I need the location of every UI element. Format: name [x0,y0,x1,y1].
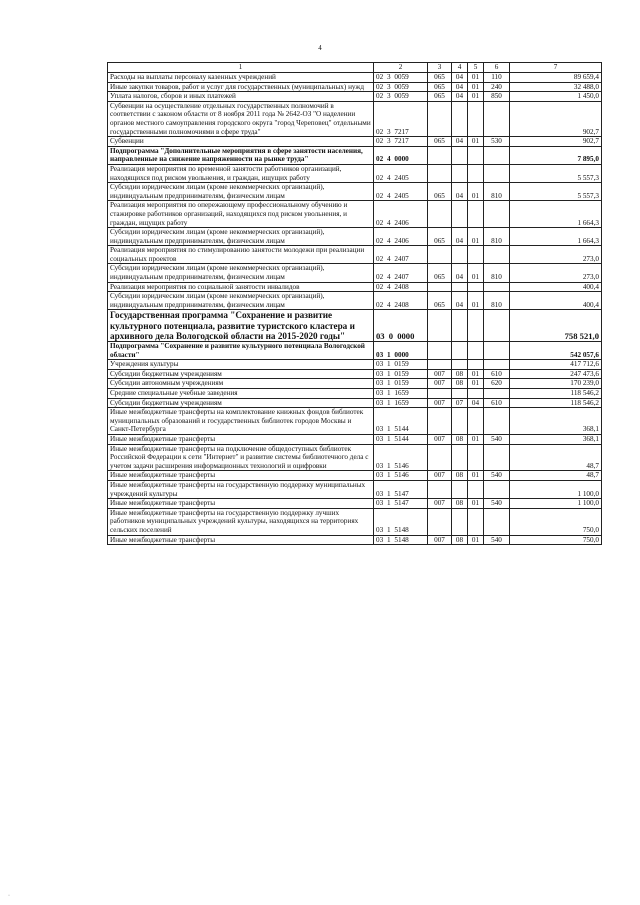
row-name: Средние специальные учебные заведения [108,389,374,399]
row-col3 [428,310,452,342]
table-row [108,360,602,370]
row-col5 [468,508,484,535]
row-col4: 08 [452,535,468,545]
row-col6: 540 [484,434,510,444]
row-name: Иные межбюджетные трансферты [108,471,374,481]
row-col3: 065 [428,73,452,83]
row-col3: 065 [428,264,452,282]
row-code: 02 4 2405 [374,183,428,201]
row-name: Реализация мероприятия по стимулированию занятости молодежи при реализации социальных проектов [108,246,374,264]
table-row [108,264,602,282]
row-col4 [452,164,468,182]
row-name: Реализация мероприятия по опережающему профессиональному обучению и стажировке работников организаций, находящихся под риском увольнения, и граждан, ищущих работу [108,201,374,228]
table-row [108,82,602,92]
row-col4: 08 [452,471,468,481]
row-name: Субсидии юридическим лицам (кроме некоммерческих организаций), индивидуальным предпринимателям, физическим лицам [108,228,374,246]
row-col5: 01 [468,264,484,282]
row-name: Иные межбюджетные трансферты на государственную поддержку муниципальных учреждений культуры [108,480,374,498]
row-amount: 7 895,0 [510,146,602,164]
table-row [108,282,602,292]
row-col5: 01 [468,499,484,509]
row-code: 03 1 5148 [374,535,428,545]
row-code: 03 1 5144 [374,434,428,444]
row-name: Субвенции [108,137,374,147]
row-col3 [428,444,452,471]
row-col4: 04 [452,292,468,310]
row-col3: 007 [428,499,452,509]
row-col6 [484,146,510,164]
row-col5 [468,342,484,360]
row-col5 [468,246,484,264]
row-code: 03 1 5148 [374,508,428,535]
row-code: 02 3 0059 [374,73,428,83]
row-code: 02 4 2405 [374,164,428,182]
row-code: 03 0 0000 [374,310,428,342]
row-code: 03 1 0159 [374,360,428,370]
table-row [108,164,602,182]
row-col5: 01 [468,73,484,83]
row-col4 [452,444,468,471]
table-row [108,480,602,498]
row-code: 02 4 2408 [374,292,428,310]
row-amount: 273,0 [510,246,602,264]
row-amount: 32 488,0 [510,82,602,92]
budget-table [107,62,602,545]
row-name: Субсидии бюджетным учреждениям [108,398,374,408]
row-col6 [484,282,510,292]
row-name: Иные межбюджетные трансферты на государственную поддержку лучших работников муниципальных учреждений культуры, находящихся на территориях сельских поселений [108,508,374,535]
row-col5: 01 [468,228,484,246]
row-col6 [484,444,510,471]
row-code: 02 4 2406 [374,201,428,228]
row-col3: 007 [428,398,452,408]
row-code: 02 4 2406 [374,228,428,246]
row-col6 [484,101,510,136]
row-col4 [452,310,468,342]
row-amount: 5 557,3 [510,164,602,182]
row-col5: 01 [468,82,484,92]
row-code: 02 3 0059 [374,82,428,92]
row-amount: 400,4 [510,292,602,310]
row-col5 [468,101,484,136]
row-amount: 89 659,4 [510,73,602,83]
row-col3 [428,508,452,535]
table-row [108,310,602,342]
row-col4 [452,246,468,264]
row-amount: 902,7 [510,137,602,147]
row-name: Субсидии автономным учреждениям [108,379,374,389]
row-name: Иные межбюджетные трансферты [108,499,374,509]
row-col3: 007 [428,434,452,444]
row-name: Подпрограмма "Сохранение и развитие культурного потенциала Вологодской области" [108,342,374,360]
table-row [108,292,602,310]
row-col5 [468,282,484,292]
row-col4: 08 [452,434,468,444]
row-col6: 620 [484,379,510,389]
row-col5 [468,201,484,228]
row-amount: 1 450,0 [510,92,602,102]
row-col4 [452,408,468,435]
row-amount: 48,7 [510,471,602,481]
row-amount: 247 473,6 [510,369,602,379]
row-col4 [452,360,468,370]
row-col3 [428,360,452,370]
row-col6: 610 [484,369,510,379]
header-cell: 7 [510,63,602,73]
row-col3 [428,282,452,292]
row-col3 [428,342,452,360]
row-col5 [468,360,484,370]
row-name: Субсидии юридическим лицам (кроме некоммерческих организаций), индивидуальным предпринимателям, физическим лицам [108,264,374,282]
row-col5: 01 [468,292,484,310]
table-row [108,92,602,102]
table-row [108,201,602,228]
row-col3: 007 [428,369,452,379]
table-row [108,183,602,201]
row-code: 03 1 0000 [374,342,428,360]
row-col3: 007 [428,379,452,389]
row-code: 03 1 0159 [374,369,428,379]
row-amount: 1 100,0 [510,499,602,509]
table-row [108,73,602,83]
row-name: Субсидии юридическим лицам (кроме некоммерческих организаций), индивидуальным предпринимателям, физическим лицам [108,183,374,201]
table-row [108,228,602,246]
row-col6: 530 [484,137,510,147]
scan-edge-mark: · [8,893,10,899]
row-code: 02 4 0000 [374,146,428,164]
row-code: 03 1 5147 [374,499,428,509]
table-row [108,408,602,435]
row-name: Иные межбюджетные трансферты [108,535,374,545]
header-cell: 1 [108,63,374,73]
row-name: Учреждения культуры [108,360,374,370]
header-cell: 4 [452,63,468,73]
table-row [108,535,602,545]
row-name: Субвенции на осуществление отдельных государственных полномочий в соответствии с законом области от 8 ноября 2011 года № 2642-ОЗ "О наделении органов местного самоуправления городского округа "город Череповец" отдельными государственными полномочиями в сфере труда" [108,101,374,136]
header-cell: 2 [374,63,428,73]
row-col3: 065 [428,183,452,201]
row-amount: 118 546,2 [510,398,602,408]
row-name: Субсидии юридическим лицам (кроме некоммерческих организаций), индивидуальным предпринимателям, физическим лицам [108,292,374,310]
row-code: 03 1 5146 [374,471,428,481]
row-col5 [468,444,484,471]
table-row [108,389,602,399]
row-col3 [428,246,452,264]
row-col6: 540 [484,471,510,481]
row-col6 [484,508,510,535]
row-amount: 542 057,6 [510,342,602,360]
row-col3 [428,101,452,136]
row-col5: 04 [468,398,484,408]
row-amount: 1 664,3 [510,228,602,246]
table-row [108,246,602,264]
row-name: Иные закупки товаров, работ и услуг для государственных (муниципальных) нужд [108,82,374,92]
row-col5: 01 [468,379,484,389]
row-col6: 810 [484,183,510,201]
row-col6: 540 [484,535,510,545]
row-amount: 758 521,0 [510,310,602,342]
header-cell: 3 [428,63,452,73]
row-col5 [468,408,484,435]
row-code: 02 4 2408 [374,282,428,292]
row-col6: 540 [484,499,510,509]
row-col5: 01 [468,183,484,201]
row-col4 [452,508,468,535]
row-col3: 065 [428,292,452,310]
row-col4: 04 [452,183,468,201]
row-name: Подпрограмма "Дополнительные мероприятия в сфере занятости населения, направленные на снижение напряженности на рынке труда" [108,146,374,164]
row-col6 [484,408,510,435]
row-amount: 417 712,6 [510,360,602,370]
row-col3 [428,146,452,164]
row-code: 02 3 7217 [374,137,428,147]
table-row [108,508,602,535]
row-col5 [468,164,484,182]
row-amount: 750,0 [510,508,602,535]
row-name: Иные межбюджетные трансферты на комплектование книжных фондов библиотек муниципальных образований и государственных библиотек городов Москвы и Санкт-Петербурга [108,408,374,435]
row-col5 [468,480,484,498]
row-name: Государственная программа "Сохранение и развитие культурного потенциала, развитие туристского кластера и архивного дела Вологодской области на 2015-2020 годы" [108,310,374,342]
row-col5 [468,146,484,164]
table-row [108,146,602,164]
row-col4: 04 [452,137,468,147]
row-code: 03 1 1659 [374,398,428,408]
table-row [108,434,602,444]
row-col4 [452,282,468,292]
row-col6 [484,201,510,228]
table-row [108,499,602,509]
row-col4: 04 [452,264,468,282]
row-code: 03 1 5146 [374,444,428,471]
row-col4: 04 [452,82,468,92]
row-col6: 110 [484,73,510,83]
row-col4: 04 [452,92,468,102]
row-name: Субсидии бюджетным учреждениям [108,369,374,379]
row-col3 [428,389,452,399]
row-col3: 007 [428,471,452,481]
table-row [108,369,602,379]
table-row [108,137,602,147]
row-col6 [484,164,510,182]
row-col4: 08 [452,499,468,509]
row-name: Расходы на выплаты персоналу казенных учреждений [108,73,374,83]
row-col3 [428,408,452,435]
row-col6 [484,310,510,342]
row-amount: 750,0 [510,535,602,545]
table-row [108,398,602,408]
row-col3 [428,164,452,182]
row-amount: 1 100,0 [510,480,602,498]
row-col6: 850 [484,92,510,102]
row-amount: 902,7 [510,101,602,136]
row-col6: 810 [484,264,510,282]
row-col4: 08 [452,369,468,379]
table-row [108,379,602,389]
row-name: Иные межбюджетные трансферты на подключение общедоступных библиотек Российской Федерации к сети "Интернет" и развитие системы библиотечного дела с учетом задачи расширения информационных технологий и оцифровки [108,444,374,471]
row-col4 [452,101,468,136]
row-amount: 170 239,0 [510,379,602,389]
row-col3 [428,480,452,498]
row-col5 [468,389,484,399]
row-col5: 01 [468,434,484,444]
row-code: 03 1 1659 [374,389,428,399]
row-col4 [452,201,468,228]
table-row [108,342,602,360]
row-col4: 07 [452,398,468,408]
row-amount: 368,1 [510,408,602,435]
row-col4 [452,146,468,164]
row-col6 [484,360,510,370]
row-amount: 1 664,3 [510,201,602,228]
row-amount: 368,1 [510,434,602,444]
row-col5: 01 [468,471,484,481]
row-name: Иные межбюджетные трансферты [108,434,374,444]
row-code: 02 4 2407 [374,264,428,282]
row-amount: 118 546,2 [510,389,602,399]
row-col6 [484,389,510,399]
row-col6 [484,480,510,498]
row-col6 [484,342,510,360]
row-name: Уплата налогов, сборов и иных платежей [108,92,374,102]
row-col4: 08 [452,379,468,389]
row-code: 02 4 2407 [374,246,428,264]
row-col6: 810 [484,228,510,246]
page-number: 4 [318,44,322,52]
header-cell: 5 [468,63,484,73]
row-col3: 065 [428,82,452,92]
row-col6: 240 [484,82,510,92]
row-col5: 01 [468,92,484,102]
row-col3: 065 [428,228,452,246]
table-row [108,101,602,136]
row-code: 02 3 7217 [374,101,428,136]
row-col3 [428,201,452,228]
row-code: 03 1 5144 [374,408,428,435]
row-col4 [452,342,468,360]
row-name: Реализация мероприятия по временной занятости работников организаций, находящихся под риском увольнения, и граждан, ищущих работу [108,164,374,182]
row-col3: 007 [428,535,452,545]
row-col4 [452,389,468,399]
row-col5: 01 [468,535,484,545]
row-amount: 5 557,3 [510,183,602,201]
row-amount: 400,4 [510,282,602,292]
row-amount: 273,0 [510,264,602,282]
row-col6: 810 [484,292,510,310]
table-row [108,444,602,471]
row-col4 [452,480,468,498]
row-code: 03 1 0159 [374,379,428,389]
header-cell: 6 [484,63,510,73]
table-row [108,471,602,481]
row-col5 [468,310,484,342]
row-col5: 01 [468,137,484,147]
table-header-row [108,63,602,73]
row-code: 02 3 0059 [374,92,428,102]
row-col4: 04 [452,73,468,83]
row-amount: 48,7 [510,444,602,471]
row-code: 03 1 5147 [374,480,428,498]
row-col3: 065 [428,92,452,102]
row-col5: 01 [468,369,484,379]
row-col4: 04 [452,228,468,246]
row-col6 [484,246,510,264]
row-col3: 065 [428,137,452,147]
row-col6: 610 [484,398,510,408]
row-name: Реализация мероприятия по социальной занятости инвалидов [108,282,374,292]
